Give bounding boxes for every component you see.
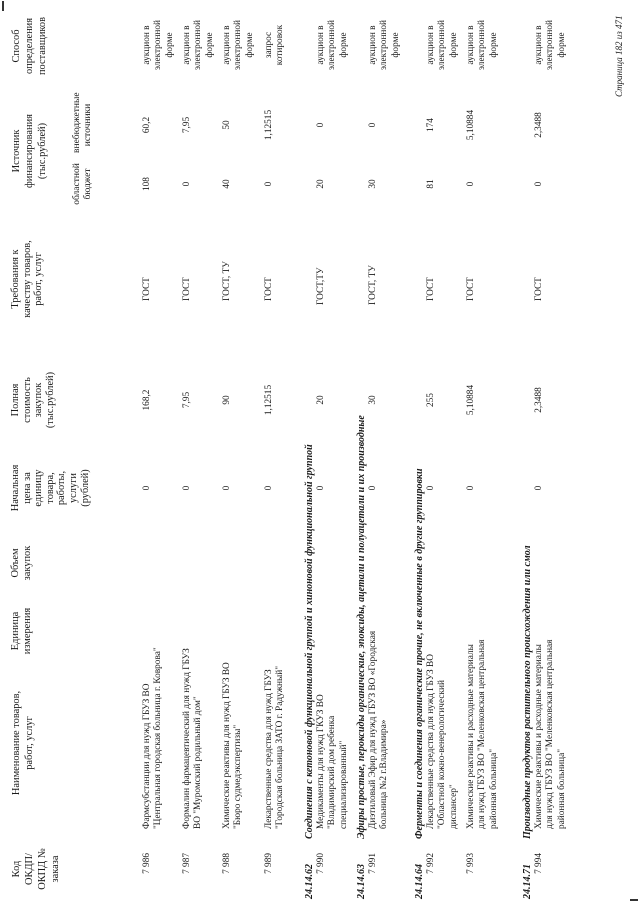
row-fund-other: 7,95: [182, 116, 192, 134]
row-name: Фармсубстанции для нужд ГБУЗ ВО "Центральная городская больница г. Коврова": [142, 647, 164, 829]
row-price: 0: [426, 485, 436, 491]
row-requirements: ГОСТ: [426, 277, 436, 301]
row-name: Химические реактивы и расходные материалы для нужд ГБУЗ ВО "Меленковская центральная районная больница": [534, 639, 567, 829]
row-fund-region: 20: [316, 179, 326, 189]
row-fund-region: 0: [466, 181, 476, 187]
row-total: 7,95: [182, 391, 192, 409]
header-funding: Источник финансирования (тыс.рублей): [11, 114, 48, 188]
header-volume: Объем закупок: [10, 545, 33, 581]
row-requirements: ГОСТ, ТУ: [222, 261, 232, 301]
header-name: Наименование товаров, работ, услуг: [11, 690, 35, 796]
row-fund-other: 60,2: [142, 116, 152, 134]
row-num: 7 990: [316, 853, 326, 874]
row-fund-region: 30: [368, 179, 378, 189]
row-fund-region: 81: [426, 179, 436, 189]
row-method: аукцион в электронной форме: [142, 19, 175, 71]
group-title: Производные продуктов растительного происхождения или смол: [522, 545, 533, 839]
row-total: 1,12515: [264, 384, 274, 416]
row-method: запрос котировок: [264, 24, 286, 66]
row-requirements: ГОСТ: [182, 277, 192, 301]
row-price: 0: [182, 485, 192, 491]
row-name: Медикаменты для нужд ГКУЗ ВО "Владимирский дом ребенка специализированный": [316, 694, 349, 829]
group-title: Эфиры простые, пероксиды органические, эпоксиды, ацетали и полуацетали и их производные: [356, 415, 367, 839]
row-fund-other: 0: [316, 122, 326, 128]
header-total: Полная стоимость закупок (тыс.рублей): [10, 371, 56, 429]
row-name: Диэтиловый Эфир для нужд ГБУЗ ВО «Городская больница №2 г.Владимира»: [368, 630, 390, 829]
row-method: аукцион в электронной форме: [368, 19, 401, 71]
row-total: 5,10884: [466, 384, 476, 416]
header-code: Код ОКДП/ ОКПД № заказа: [11, 848, 61, 890]
row-price: 0: [222, 485, 232, 491]
row-fund-other: 1,12515: [264, 109, 274, 141]
row-price: 0: [466, 485, 476, 491]
row-method: аукцион в электронной форме: [426, 19, 459, 71]
row-method: аукцион в электронной форме: [466, 19, 499, 71]
row-price: 0: [534, 485, 544, 491]
row-num: 7 993: [466, 853, 476, 874]
row-fund-region: 0: [264, 181, 274, 187]
row-requirements: ГОСТ: [142, 277, 152, 301]
row-fund-other: 174: [426, 118, 436, 132]
row-requirements: ГОСТ: [466, 277, 476, 301]
row-num: 7 988: [222, 853, 232, 874]
row-num: 7 994: [534, 853, 544, 874]
row-method: аукцион в электронной форме: [534, 19, 567, 71]
group-title: Соединения с кетоновой функциональной группой и хиноновой функциональной группой: [304, 444, 315, 839]
row-total: 20: [316, 395, 326, 405]
row-total: 30: [368, 395, 378, 405]
row-fund-region: 108: [142, 177, 152, 191]
header-method: Способ определения поставщиков: [11, 17, 48, 75]
group-title: Ферменты и соединения органические прочие, не включенные в другие группировки: [414, 468, 425, 839]
row-num: 7 991: [368, 853, 378, 874]
row-method: аукцион в электронной форме: [316, 19, 349, 71]
group-code: 24.14.63: [356, 864, 367, 899]
row-requirements: ГОСТ: [264, 277, 274, 301]
row-fund-other: 50: [222, 120, 232, 130]
group-code: 24.14.71: [522, 864, 533, 899]
header-fund-region: областной бюджет: [72, 163, 93, 205]
row-fund-other: 5,10884: [466, 109, 476, 141]
header-price: Начальная цена за единицу товара, работы, услуги (рублей): [10, 464, 91, 512]
row-name: Формалин фармацевтический для нужд ГБУЗ ВО "Муромский родильный дом": [182, 648, 204, 829]
group-code: 24.14.62: [304, 864, 315, 899]
header-unit: Единица измерения: [10, 607, 33, 655]
row-method: аукцион в электронной форме: [222, 19, 255, 71]
row-num: 7 986: [142, 853, 152, 874]
row-name: Лекарственные средства для нужд ГБУЗ "Городская больница ЗАТО г. Радужный": [264, 665, 286, 829]
row-price: 0: [264, 485, 274, 491]
row-name: Лекарственные средства для нужд ГБУЗ ВО "Областной кожно-венерологический диспансер": [426, 654, 459, 829]
header-requirements: Требования к качеству товаров, работ, услуг: [10, 240, 45, 318]
row-fund-region: 0: [182, 181, 192, 187]
row-fund-other: 0: [368, 122, 378, 128]
row-fund-region: 40: [222, 179, 232, 189]
row-requirements: ГОСТ: [534, 277, 544, 301]
page-footer: Страница 182 из 471: [614, 15, 624, 97]
row-total: 2,3488: [534, 387, 544, 413]
row-total: 90: [222, 395, 232, 405]
header-fund-other: внебюджетные источники: [72, 92, 93, 153]
row-requirements: ГОСТ,ТУ: [316, 267, 326, 305]
group-code: 24.14.64: [414, 864, 425, 899]
row-method: аукцион в электронной форме: [182, 19, 215, 71]
row-num: 7 992: [426, 853, 436, 874]
row-name: Химические реактивы и расходные материалы для нужд ГБУЗ ВО "Меленковская центральная районная больница": [466, 639, 499, 829]
row-fund-other: 2,3488: [534, 112, 544, 138]
row-name: Химические реактивы для нужд ГБУЗ ВО "Бюро судмедэкспертизы": [222, 662, 244, 829]
row-price: 0: [142, 485, 152, 491]
row-price: 0: [316, 485, 326, 491]
row-requirements: ГОСТ, ТУ: [368, 265, 378, 305]
scan-mark-top: [2, 1, 4, 11]
row-price: 0: [368, 485, 378, 491]
row-total: 255: [426, 393, 436, 407]
row-fund-region: 0: [534, 181, 544, 187]
row-num: 7 989: [264, 853, 274, 874]
row-total: 168,2: [142, 389, 152, 411]
scan-mark-bottom: [630, 899, 638, 901]
row-num: 7 987: [182, 853, 192, 874]
